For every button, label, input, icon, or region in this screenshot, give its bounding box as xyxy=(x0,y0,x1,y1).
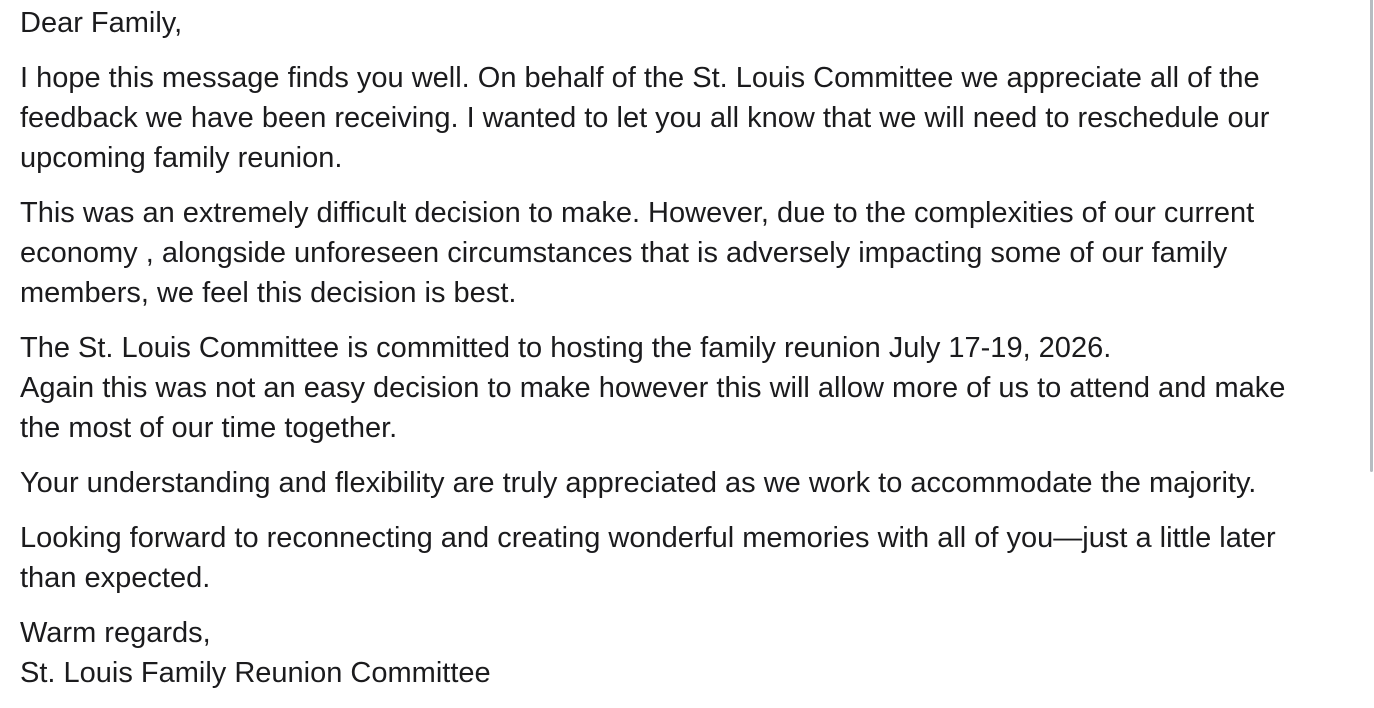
letter-body xyxy=(20,3,1374,708)
letter-line: than expected. xyxy=(20,562,211,594)
paragraph-appreciation xyxy=(20,463,1374,503)
paragraph-new-date xyxy=(20,328,1374,448)
letter-line: the most of our time together. xyxy=(20,412,398,444)
letter-line: members, we feel this decision is best. xyxy=(20,277,517,309)
letter-line: This was an extremely difficult decision to make. However, due to the complexities of our current xyxy=(20,197,1255,229)
letter-line: feedback we have been receiving. I wanted to let you all know that we will need to reschedule our xyxy=(20,102,1270,134)
letter-line: Again this was not an easy decision to make however this will allow more of us to attend and make xyxy=(20,372,1286,404)
paragraph-intro xyxy=(20,58,1374,178)
letter-line: Your understanding and flexibility are truly appreciated as we work to accommodate the majority. xyxy=(20,467,1257,499)
letter-line: I hope this message finds you well. On behalf of the St. Louis Committee we appreciate all of the xyxy=(20,62,1260,94)
paragraph-reason xyxy=(20,193,1374,313)
scrollbar[interactable] xyxy=(1370,0,1373,472)
letter-line: Warm regards, xyxy=(20,617,211,649)
paragraph-greeting xyxy=(20,3,1374,43)
letter-line: Looking forward to reconnecting and creating wonderful memories with all of you—just a little later xyxy=(20,522,1276,554)
letter-line: economy , alongside unforeseen circumstances that is adversely impacting some of our family xyxy=(20,237,1228,269)
paragraph-signature xyxy=(20,613,1374,693)
paragraph-closing-note xyxy=(20,518,1374,598)
letter-line: The St. Louis Committee is committed to hosting the family reunion July 17-19, 2026. xyxy=(20,332,1112,364)
letter-line: upcoming family reunion. xyxy=(20,142,343,174)
letter-line: Dear Family, xyxy=(20,7,183,39)
letter-line: St. Louis Family Reunion Committee xyxy=(20,657,491,689)
